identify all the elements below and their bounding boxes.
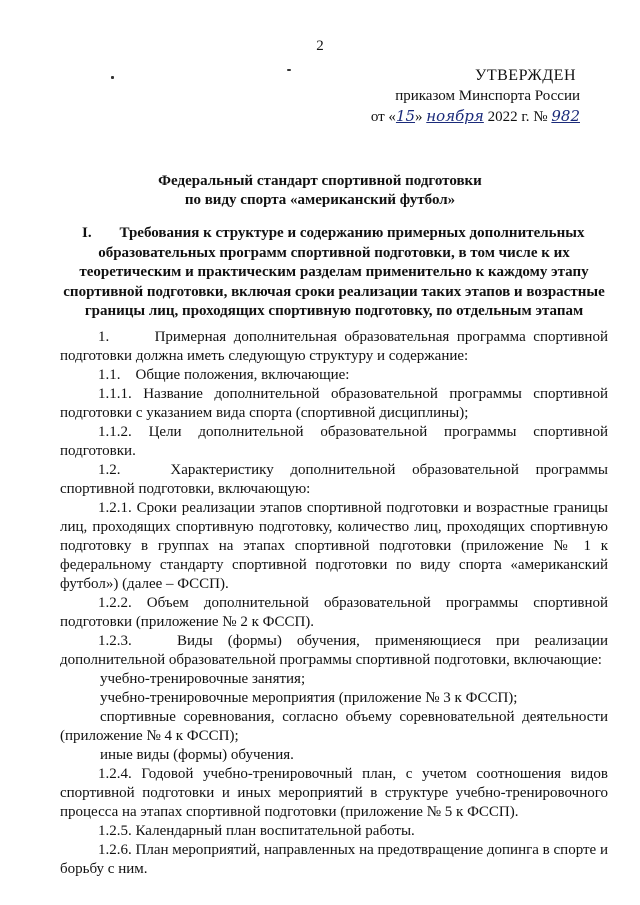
paragraph: 1.1.1. Название дополнительной образовательной программы спортивной подготовки с указанием вида спорта (спортивной дисциплины);	[60, 386, 608, 421]
document-title	[0, 172, 640, 210]
approval-title: УТВЕРЖДЕН	[475, 67, 576, 84]
paragraph: 1. Примерная дополнительная образовательная программа спортивной подготовки должна иметь следующую структуру и содержание:	[60, 329, 608, 364]
document-body	[60, 328, 608, 879]
scan-speck	[287, 69, 291, 71]
approval-order-line: приказом Минспорта России	[395, 88, 580, 104]
paragraph: 1.2.5. Календарный план воспитательной работы.	[98, 823, 415, 839]
date-suffix: 2022 г. №	[483, 109, 552, 125]
section-heading	[60, 224, 608, 322]
paragraph: 1.2.2. Объем дополнительной образовательной программы спортивной подготовки (приложение № 2 к ФССП).	[60, 595, 608, 630]
paragraph: 1.2.3. Виды (формы) обучения, применяющиеся при реализации дополнительной образовательной программы спортивной подготовки, включающие:	[60, 633, 608, 668]
approval-date-line	[371, 106, 580, 127]
document-title-line-1: Федеральный стандарт спортивной подготовки	[158, 173, 482, 189]
handwritten-day: 15	[395, 107, 416, 125]
handwritten-month: ноября	[426, 107, 484, 125]
list-item: учебно-тренировочные мероприятия (приложение № 3 к ФССП);	[100, 690, 518, 706]
scan-speck	[111, 76, 114, 79]
paragraph: 1.2.1. Сроки реализации этапов спортивной подготовки и возрастные границы лиц, проходящих спортивную подготовку, количество лиц, проходящих спортивную подготовку в группах на этапах спортивной подготовки (приложение № 1 к федеральному стандарту спортивной подготовки по виду спорта «американский футбол») (далее – ФССП).	[60, 500, 608, 592]
section-heading-text: Требования к структуре и содержанию примерных дополнительных образовательных программ спортивной подготовки, в том числе к их теоретическим и практическим разделам применительно к каждому этапу спортивной подготовки, включая сроки реализации таких этапов и возрастные границы лиц, проходящих спортивную подготовку, по отдельным этапам	[63, 225, 605, 319]
handwritten-order-number: 982	[551, 107, 580, 125]
paragraph: 1.2.6. План мероприятий, направленных на предотвращение допинга в спорте и борьбу с ним.	[60, 842, 608, 877]
page-number: 2	[316, 38, 324, 54]
list-item: учебно-тренировочные занятия;	[100, 671, 306, 687]
paragraph: 1.2. Характеристику дополнительной образовательной программы спортивной подготовки, включающую:	[60, 462, 608, 497]
approval-stamp	[371, 66, 580, 127]
list-item: спортивные соревнования, согласно объему соревновательной деятельности (приложение № 4 к ФССП);	[60, 709, 608, 744]
date-prefix: от «	[370, 109, 396, 125]
list-item: иные виды (формы) обучения.	[100, 747, 294, 763]
paragraph: 1.2.4. Годовой учебно-тренировочный план, с учетом соотношения видов спортивной подготовки и иных мероприятий в структуре учебно-тренировочного процесса на этапах спортивной подготовки (приложение № 5 к ФССП).	[60, 766, 608, 820]
date-mid: »	[415, 109, 423, 125]
paragraph: 1.1.2. Цели дополнительной образовательной программы спортивной подготовки.	[60, 424, 608, 459]
section-number: I.	[82, 225, 92, 241]
document-title-line-2: по виду спорта «американский футбол»	[184, 192, 456, 208]
paragraph: 1.1. Общие положения, включающие:	[98, 367, 350, 383]
